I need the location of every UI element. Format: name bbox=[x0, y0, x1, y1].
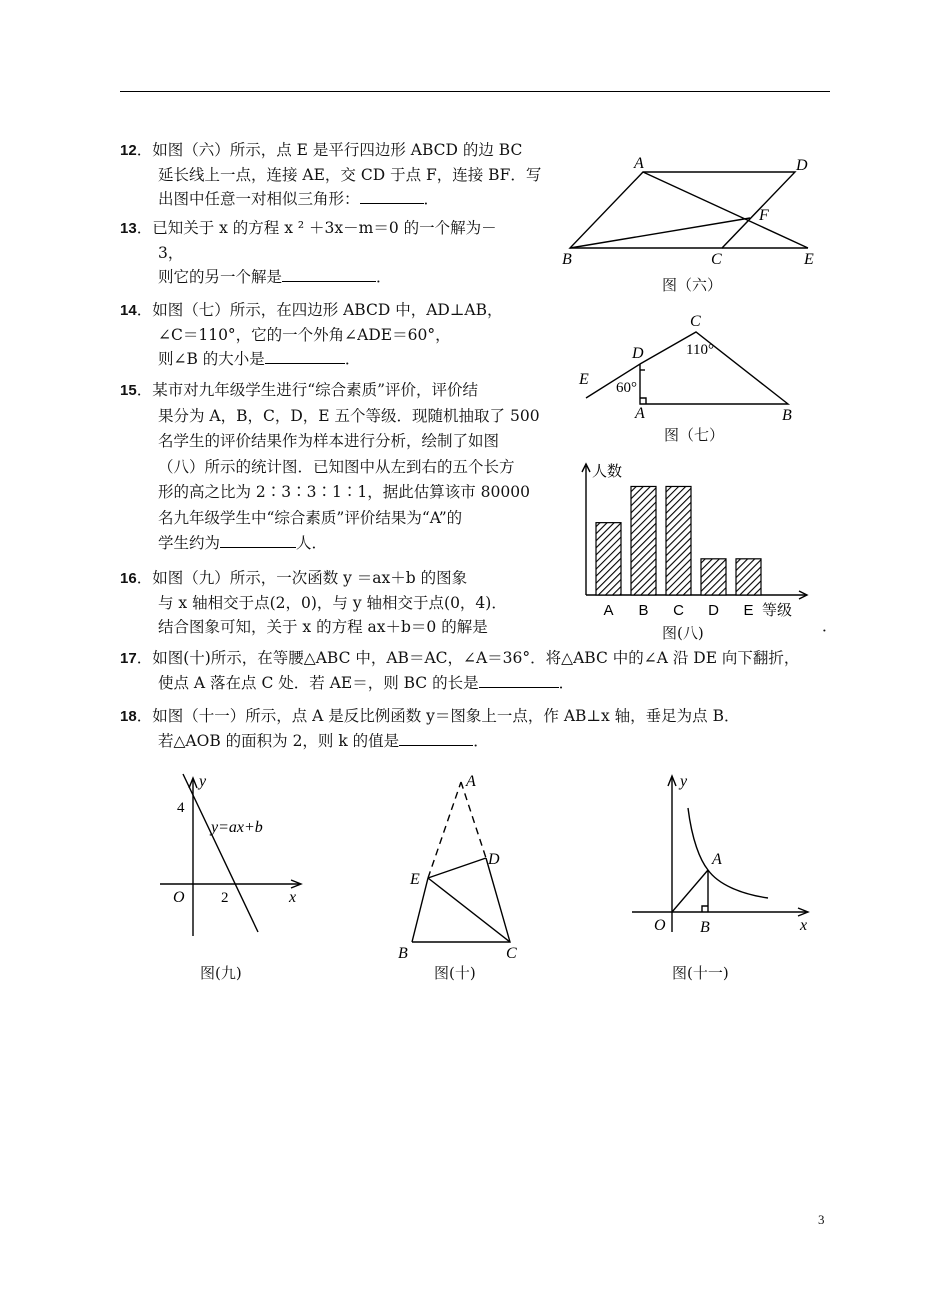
label-y: y bbox=[199, 773, 207, 790]
answer-blank[interactable] bbox=[399, 729, 473, 746]
label-a: A bbox=[634, 155, 644, 172]
question-text: 人． bbox=[296, 534, 328, 552]
question-text: 使点 A 落在点 C 处．若 AE＝，则 BC 的长是 bbox=[158, 674, 479, 692]
answer-blank[interactable] bbox=[220, 531, 296, 548]
label-b: B bbox=[700, 919, 710, 936]
label-d: D bbox=[488, 851, 500, 868]
label-4: 4 bbox=[177, 800, 185, 816]
question-text: ． bbox=[376, 268, 392, 286]
question-text: 若△AOB 的面积为 2，则 k 的值是 bbox=[158, 732, 400, 750]
right-angle-b bbox=[702, 906, 708, 912]
figure-10-caption: 图(十) bbox=[434, 964, 476, 982]
label-c: C bbox=[506, 945, 517, 962]
question-number: 16 bbox=[120, 570, 137, 587]
figure-9-caption: 图(九) bbox=[200, 964, 242, 982]
angle-d-label: 60° bbox=[616, 380, 637, 396]
label-b: B bbox=[562, 251, 572, 268]
question-text: 则∠B 的大小是 bbox=[158, 350, 265, 368]
question-text: ．如图（九）所示，一次函数 y ＝ax＋b 的图象 bbox=[136, 569, 468, 587]
segment-ec bbox=[428, 878, 510, 942]
dashed-ae bbox=[428, 782, 461, 878]
bar-d bbox=[701, 559, 726, 595]
category-label-d: D bbox=[708, 602, 719, 619]
hyperbola-curve bbox=[688, 808, 768, 898]
figure-8-chart bbox=[572, 458, 812, 628]
label-o: O bbox=[173, 889, 185, 906]
answer-blank[interactable] bbox=[360, 187, 424, 204]
label-a: A bbox=[712, 851, 722, 868]
question-number: 17 bbox=[120, 650, 137, 667]
label-e: E bbox=[579, 371, 589, 388]
question-text: ∠C＝110°，它的一个外角∠ADE＝60°， bbox=[158, 326, 451, 344]
figure-7-diagram bbox=[576, 312, 806, 422]
question-number: 15 bbox=[120, 382, 137, 399]
question-text: 学生约为 bbox=[158, 534, 221, 552]
label-f: F bbox=[759, 207, 769, 224]
question-text: ． bbox=[558, 674, 575, 692]
figure-10-diagram bbox=[390, 772, 540, 962]
figure-7-caption: 图（七） bbox=[664, 426, 725, 444]
question-16 bbox=[120, 566, 507, 639]
label-a: A bbox=[466, 773, 476, 790]
figure-6-caption: 图（六） bbox=[662, 276, 723, 294]
question-number: 18 bbox=[120, 708, 137, 725]
question-text: ．某市对九年级学生进行“综合素质”评价，评价结 bbox=[136, 381, 479, 399]
label-d: D bbox=[632, 345, 644, 362]
figure-8-caption: 图(八) bbox=[662, 624, 704, 642]
figure-6 bbox=[560, 150, 830, 270]
bar-c bbox=[666, 486, 691, 595]
question-number: 13 bbox=[120, 220, 137, 237]
category-label-b: B bbox=[638, 602, 649, 619]
question-text: ． bbox=[473, 732, 489, 750]
label-x: x bbox=[800, 917, 808, 934]
question-text: 与 x 轴相交于点(2，0)，与 y 轴相交于点(0，4)． bbox=[158, 594, 507, 612]
label-o: O bbox=[654, 917, 666, 934]
question-text: 形的高之比为 2∶3∶3∶1∶1，据此估算该市 80000 bbox=[158, 483, 530, 501]
question-13 bbox=[120, 216, 497, 289]
category-label-a: A bbox=[603, 602, 614, 619]
figure-11-diagram bbox=[630, 770, 820, 940]
bar-e bbox=[736, 559, 761, 595]
question-text: ．如图（十一）所示，点 A 是反比例函数 y＝图象上一点，作 AB⊥x 轴，垂足为点 B． bbox=[136, 707, 740, 725]
figure-11 bbox=[630, 770, 820, 940]
y-axis-label: 人数 bbox=[592, 463, 623, 480]
right-angle-a bbox=[640, 398, 646, 404]
question-text: 延长线上一点，连接 AE，交 CD 于点 F，连接 BF．写 bbox=[158, 166, 542, 184]
bar-b bbox=[631, 486, 656, 595]
dashed-ad bbox=[461, 782, 486, 858]
bar-a bbox=[596, 523, 621, 595]
segment-bf bbox=[570, 218, 750, 248]
figure-9 bbox=[155, 772, 315, 942]
answer-blank[interactable] bbox=[479, 671, 559, 688]
question-text: ．如图（七）所示，在四边形 ABCD 中，AD⊥AB， bbox=[136, 301, 503, 319]
figure-7 bbox=[576, 312, 806, 422]
question-number: 14 bbox=[120, 302, 137, 319]
question-17 bbox=[120, 646, 799, 695]
label-y: y bbox=[680, 773, 688, 790]
header-rule bbox=[120, 91, 830, 92]
question-text: ．已知关于 x 的方程 x ² ＋3x－m＝0 的一个解为－ bbox=[136, 219, 497, 237]
question-text: ．如图(十)所示，在等腰△ABC 中，AB＝AC，∠A＝36°．将△ABC 中的∠A 沿 DE 向下翻折， bbox=[136, 649, 800, 667]
triangle-sides bbox=[412, 858, 510, 942]
line-label: y=ax+b bbox=[211, 819, 263, 836]
label-b: B bbox=[782, 407, 792, 424]
bar-chart bbox=[572, 458, 812, 628]
question-18 bbox=[120, 704, 740, 753]
label-c: C bbox=[690, 313, 701, 330]
question-text: 名九年级学生中“综合素质”评价结果为“A”的 bbox=[158, 508, 463, 527]
question-text: 果分为 A，B，C，D，E 五个等级．现随机抽取了 500 bbox=[158, 406, 540, 425]
figure-6-diagram bbox=[560, 150, 830, 270]
question-text: ． bbox=[344, 350, 361, 368]
question-text: ． bbox=[423, 190, 440, 208]
category-label-e: E bbox=[743, 602, 754, 619]
label-2: 2 bbox=[221, 890, 229, 906]
question-12 bbox=[120, 138, 541, 211]
fold-line-de bbox=[428, 858, 486, 878]
question-number: 12 bbox=[120, 142, 137, 159]
angle-c-label: 110° bbox=[686, 342, 714, 358]
question-text: ．如图（六）所示，点 E 是平行四边形 ABCD 的边 BC bbox=[136, 141, 523, 159]
figure-11-caption: 图(十一) bbox=[672, 964, 729, 982]
label-c: C bbox=[711, 251, 722, 268]
answer-blank[interactable] bbox=[265, 347, 345, 364]
label-e: E bbox=[410, 871, 420, 888]
question-text: 结合图象可知，关于 x 的方程 ax＋b＝0 的解是 bbox=[158, 618, 488, 636]
question-text: 出图中任意一对相似三角形： bbox=[158, 190, 360, 208]
answer-blank[interactable] bbox=[282, 265, 376, 282]
question-text: 名学生的评价结果作为样本进行分析，绘制了如图 bbox=[158, 432, 500, 450]
function-line bbox=[183, 774, 258, 932]
label-a: A bbox=[635, 405, 645, 422]
page-number: 3 bbox=[818, 1212, 825, 1227]
question-text: 则它的另一个解是 bbox=[158, 268, 283, 286]
figure-9-diagram bbox=[155, 772, 315, 942]
question-16-end: ． bbox=[822, 617, 838, 635]
label-x: x bbox=[289, 889, 297, 906]
question-15 bbox=[120, 378, 540, 557]
question-text: 3， bbox=[158, 244, 184, 262]
question-14 bbox=[120, 298, 502, 371]
category-label-c: C bbox=[673, 602, 684, 619]
figure-10 bbox=[390, 772, 540, 962]
label-d: D bbox=[796, 157, 808, 174]
label-e: E bbox=[804, 251, 814, 268]
label-b: B bbox=[398, 945, 408, 962]
question-text: （八）所示的统计图．已知图中从左到右的五个长方 bbox=[158, 457, 515, 476]
x-axis-label: 等级 bbox=[762, 602, 793, 619]
